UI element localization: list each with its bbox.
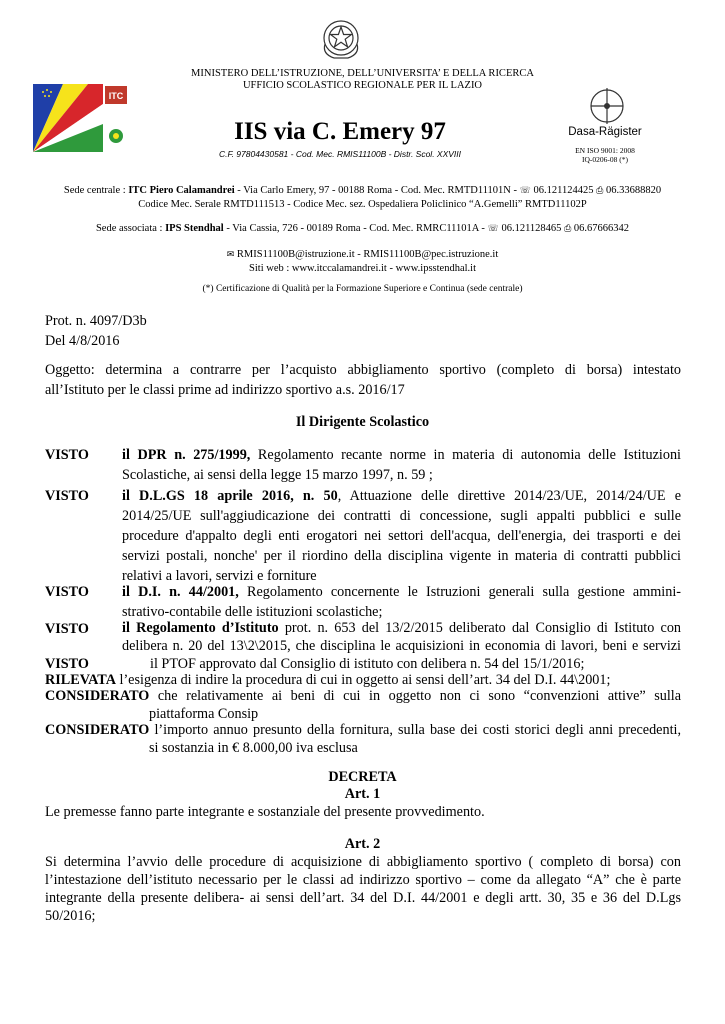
- sede-associata: [0, 222, 725, 236]
- art2-text: [45, 853, 681, 925]
- dasa-register-logo-icon: [585, 86, 629, 130]
- rilevata-label: RILEVATA: [45, 672, 116, 688]
- ministry-line: MINISTERO DELL’ISTRUZIONE, DELL’UNIVERSITA’ E DELLA RICERCA: [191, 68, 534, 79]
- school-flag-logo: [33, 84, 129, 152]
- considerato-text: si sostanzia in € 8.000,00 iva esclusa: [149, 740, 358, 756]
- flag-badge-text: ITC: [108, 91, 124, 101]
- oggetto-line: Oggetto: determina a contrarre per l’acquisto abbigliamento sportivo (completo di borsa) intestato: [45, 362, 681, 378]
- visto-di: [122, 582, 681, 622]
- art2-line: l’intestazione dell’istituto necessario per le classi ad indirizzo sportivo – come da allegato “A” che è parte: [45, 872, 681, 888]
- envelope-icon: ✉: [226, 250, 235, 260]
- visto-dpr-text: Scolastiche, ai sensi della legge 15 marzo 1997, n. 59 ;: [122, 467, 433, 483]
- visto-dlgs-text: servizi postali, nonche' per il riordino della disciplina vigente in materia di contratti pubblici: [122, 548, 681, 564]
- visto-dpr-text: Regolamento recante norme in materia di autonomia delle Istituzioni: [250, 447, 681, 463]
- dasa-register-label: Dasa-Rägister: [568, 126, 642, 138]
- sede-centrale-phone: 06.121124425: [530, 185, 597, 196]
- sede-centrale-codes: Codice Mec. Serale RMTD111513 - Codice Mec. sez. Ospedaliera Policlinico “A.Gemelli” RMTD11102P: [138, 199, 587, 210]
- sede-centrale-name: ITC Piero Calamandrei: [128, 185, 235, 196]
- visto-dlgs: [122, 486, 681, 586]
- sede-associata-phone: 06.121128465: [498, 223, 565, 234]
- phone-icon: ☏: [519, 186, 531, 196]
- sede-associata-name: IPS Stendhal: [165, 223, 224, 234]
- republic-emblem-icon: [316, 14, 366, 64]
- visto-di-text: Regolamento concernente le Istruzioni generali sulla gestione ammini-: [238, 584, 682, 600]
- sede-centrale-address: - Via Carlo Emery, 97 - 00188 Roma - Cod. Mec. RMTD11101N -: [234, 185, 520, 196]
- fax-icon: ⎙: [596, 186, 604, 196]
- sede-associata-address: - Via Cassia, 726 - 00189 Roma - Cod. Mec. RMRC11101A -: [223, 223, 488, 234]
- considerato-label: CONSIDERATO: [45, 688, 150, 704]
- school-name: IIS via C. Emery 97: [234, 118, 446, 145]
- considerato-text: l’importo annuo presunto della fornitura, sulla base dei costi storici degli anni precedenti,: [149, 722, 681, 738]
- sede-centrale-fax: 06.33688820: [603, 185, 662, 196]
- iso-certification: [560, 146, 650, 164]
- visto-label: VISTO: [45, 621, 89, 637]
- visto-regolamento-text: prot. n. 653 del 13/2/2015 deliberato dal Consiglio di Istituto con: [278, 620, 682, 636]
- visto-label: VISTO: [45, 584, 89, 600]
- phone-icon: ☏: [487, 224, 499, 234]
- visto-label: VISTO: [45, 488, 89, 504]
- sede-centrale: [0, 184, 725, 211]
- art2-line: 50/2016;: [45, 908, 96, 924]
- visto-dpr: [122, 445, 681, 485]
- considerato-text: che relativamente ai beni di cui in oggetto non ci sono “convenzioni attive” sulla: [149, 688, 681, 704]
- oggetto-line: all’Istituto per le classi prime ad indirizzo sportivo a.s. 2016/17: [45, 382, 405, 398]
- sede-associata-label: Sede associata :: [95, 223, 166, 234]
- visto-label: VISTO: [45, 447, 89, 463]
- sede-associata-fax: 06.67666342: [571, 223, 630, 234]
- contacts: [0, 248, 725, 275]
- visto-dpr-ref: il DPR n. 275/1999,: [122, 447, 251, 463]
- visto-regolamento-text: delibera n. 20 del 13\2\2015, che disciplina le acquisizioni in economia di lavori, beni e servizi: [122, 638, 681, 654]
- regional-office-line: UFFICIO SCOLASTICO REGIONALE PER IL LAZIO: [242, 80, 483, 91]
- considerato-convenzioni: [45, 687, 681, 723]
- email-addresses[interactable]: RMIS11100B@istruzione.it - RMIS11100B@pec.istruzione.it: [234, 249, 499, 260]
- visto-ptof: il PTOF approvato dal Consiglio di istituto con delibera n. 54 del 15/1/2016;: [150, 656, 585, 672]
- iso-standard: EN ISO 9001: 2008: [575, 146, 635, 155]
- considerato-importo: [45, 721, 681, 757]
- art1-heading: Art. 1: [344, 786, 381, 802]
- oggetto: [45, 360, 681, 400]
- rilevata-text: l’esigenza di indire la procedura di cui in oggetto ai sensi dell’art. 34 del D.I. 44\2001;: [115, 672, 611, 688]
- dirigente-heading: Il Dirigente Scolastico: [295, 414, 430, 430]
- visto-dlgs-text: 2014/25/UE sull'aggiudicazione dei contratti di concessione, sugli appalti pubblici e sulle: [122, 508, 681, 524]
- protocol-date: Del 4/8/2016: [45, 333, 120, 349]
- visto-di-text: strativo-contabile delle istituzioni scolastiche;: [122, 604, 383, 620]
- fax-icon: ⎙: [564, 224, 572, 234]
- protocol-number: Prot. n. 4097/D3b: [45, 313, 147, 329]
- decreta-heading: DECRETA: [328, 769, 397, 785]
- considerato-label: CONSIDERATO: [45, 722, 150, 738]
- protocol-block: [45, 311, 147, 351]
- visto-dlgs-text: procedure d'appalto degli enti erogatori nei settori dell'acqua, dell'energia, dei trasporti e dei: [122, 528, 681, 544]
- websites[interactable]: Siti web : www.itccalamandrei.it - www.ipsstendhal.it: [249, 263, 476, 274]
- iso-code: IQ-0206-08 (*): [581, 155, 629, 164]
- school-codes: C.F. 97804430581 - Cod. Mec. RMIS11100B - Distr. Scol. XXVIII: [218, 149, 462, 159]
- art1-text: Le premesse fanno parte integrante e sostanziale del presente provvedimento.: [45, 804, 485, 820]
- visto-regolamento: [122, 619, 681, 655]
- visto-regolamento-ref: il Regolamento d’Istituto: [122, 620, 279, 636]
- art2-line: Si determina l’avvio delle procedure di acquisizione di abbigliamento sportivo ( completo di borsa) con: [45, 854, 681, 870]
- certification-note: (*) Certificazione di Qualità per la Formazione Superiore e Continua (sede centrale): [202, 284, 523, 294]
- visto-label: VISTO: [45, 656, 89, 672]
- visto-dlgs-ref: il D.L.GS 18 aprile 2016, n. 50: [122, 488, 338, 504]
- visto-di-ref: il D.I. n. 44/2001,: [122, 584, 239, 600]
- sede-centrale-label: Sede centrale :: [63, 185, 129, 196]
- art2-heading: Art. 2: [344, 836, 381, 852]
- visto-dlgs-text: , Attuazione delle direttive 2014/23/UE, 2014/24/UE e: [337, 488, 681, 504]
- considerato-text: piattaforma Consip: [149, 706, 259, 722]
- art2-line: integrante della presente delibera- ai sensi dell’art. 34 del D.I. 44/2001 e degli artt. 30, 35 e 36 del D.Lgs: [45, 890, 681, 906]
- visto-dlgs-text: relativi a lavori, servizi e forniture: [122, 568, 317, 584]
